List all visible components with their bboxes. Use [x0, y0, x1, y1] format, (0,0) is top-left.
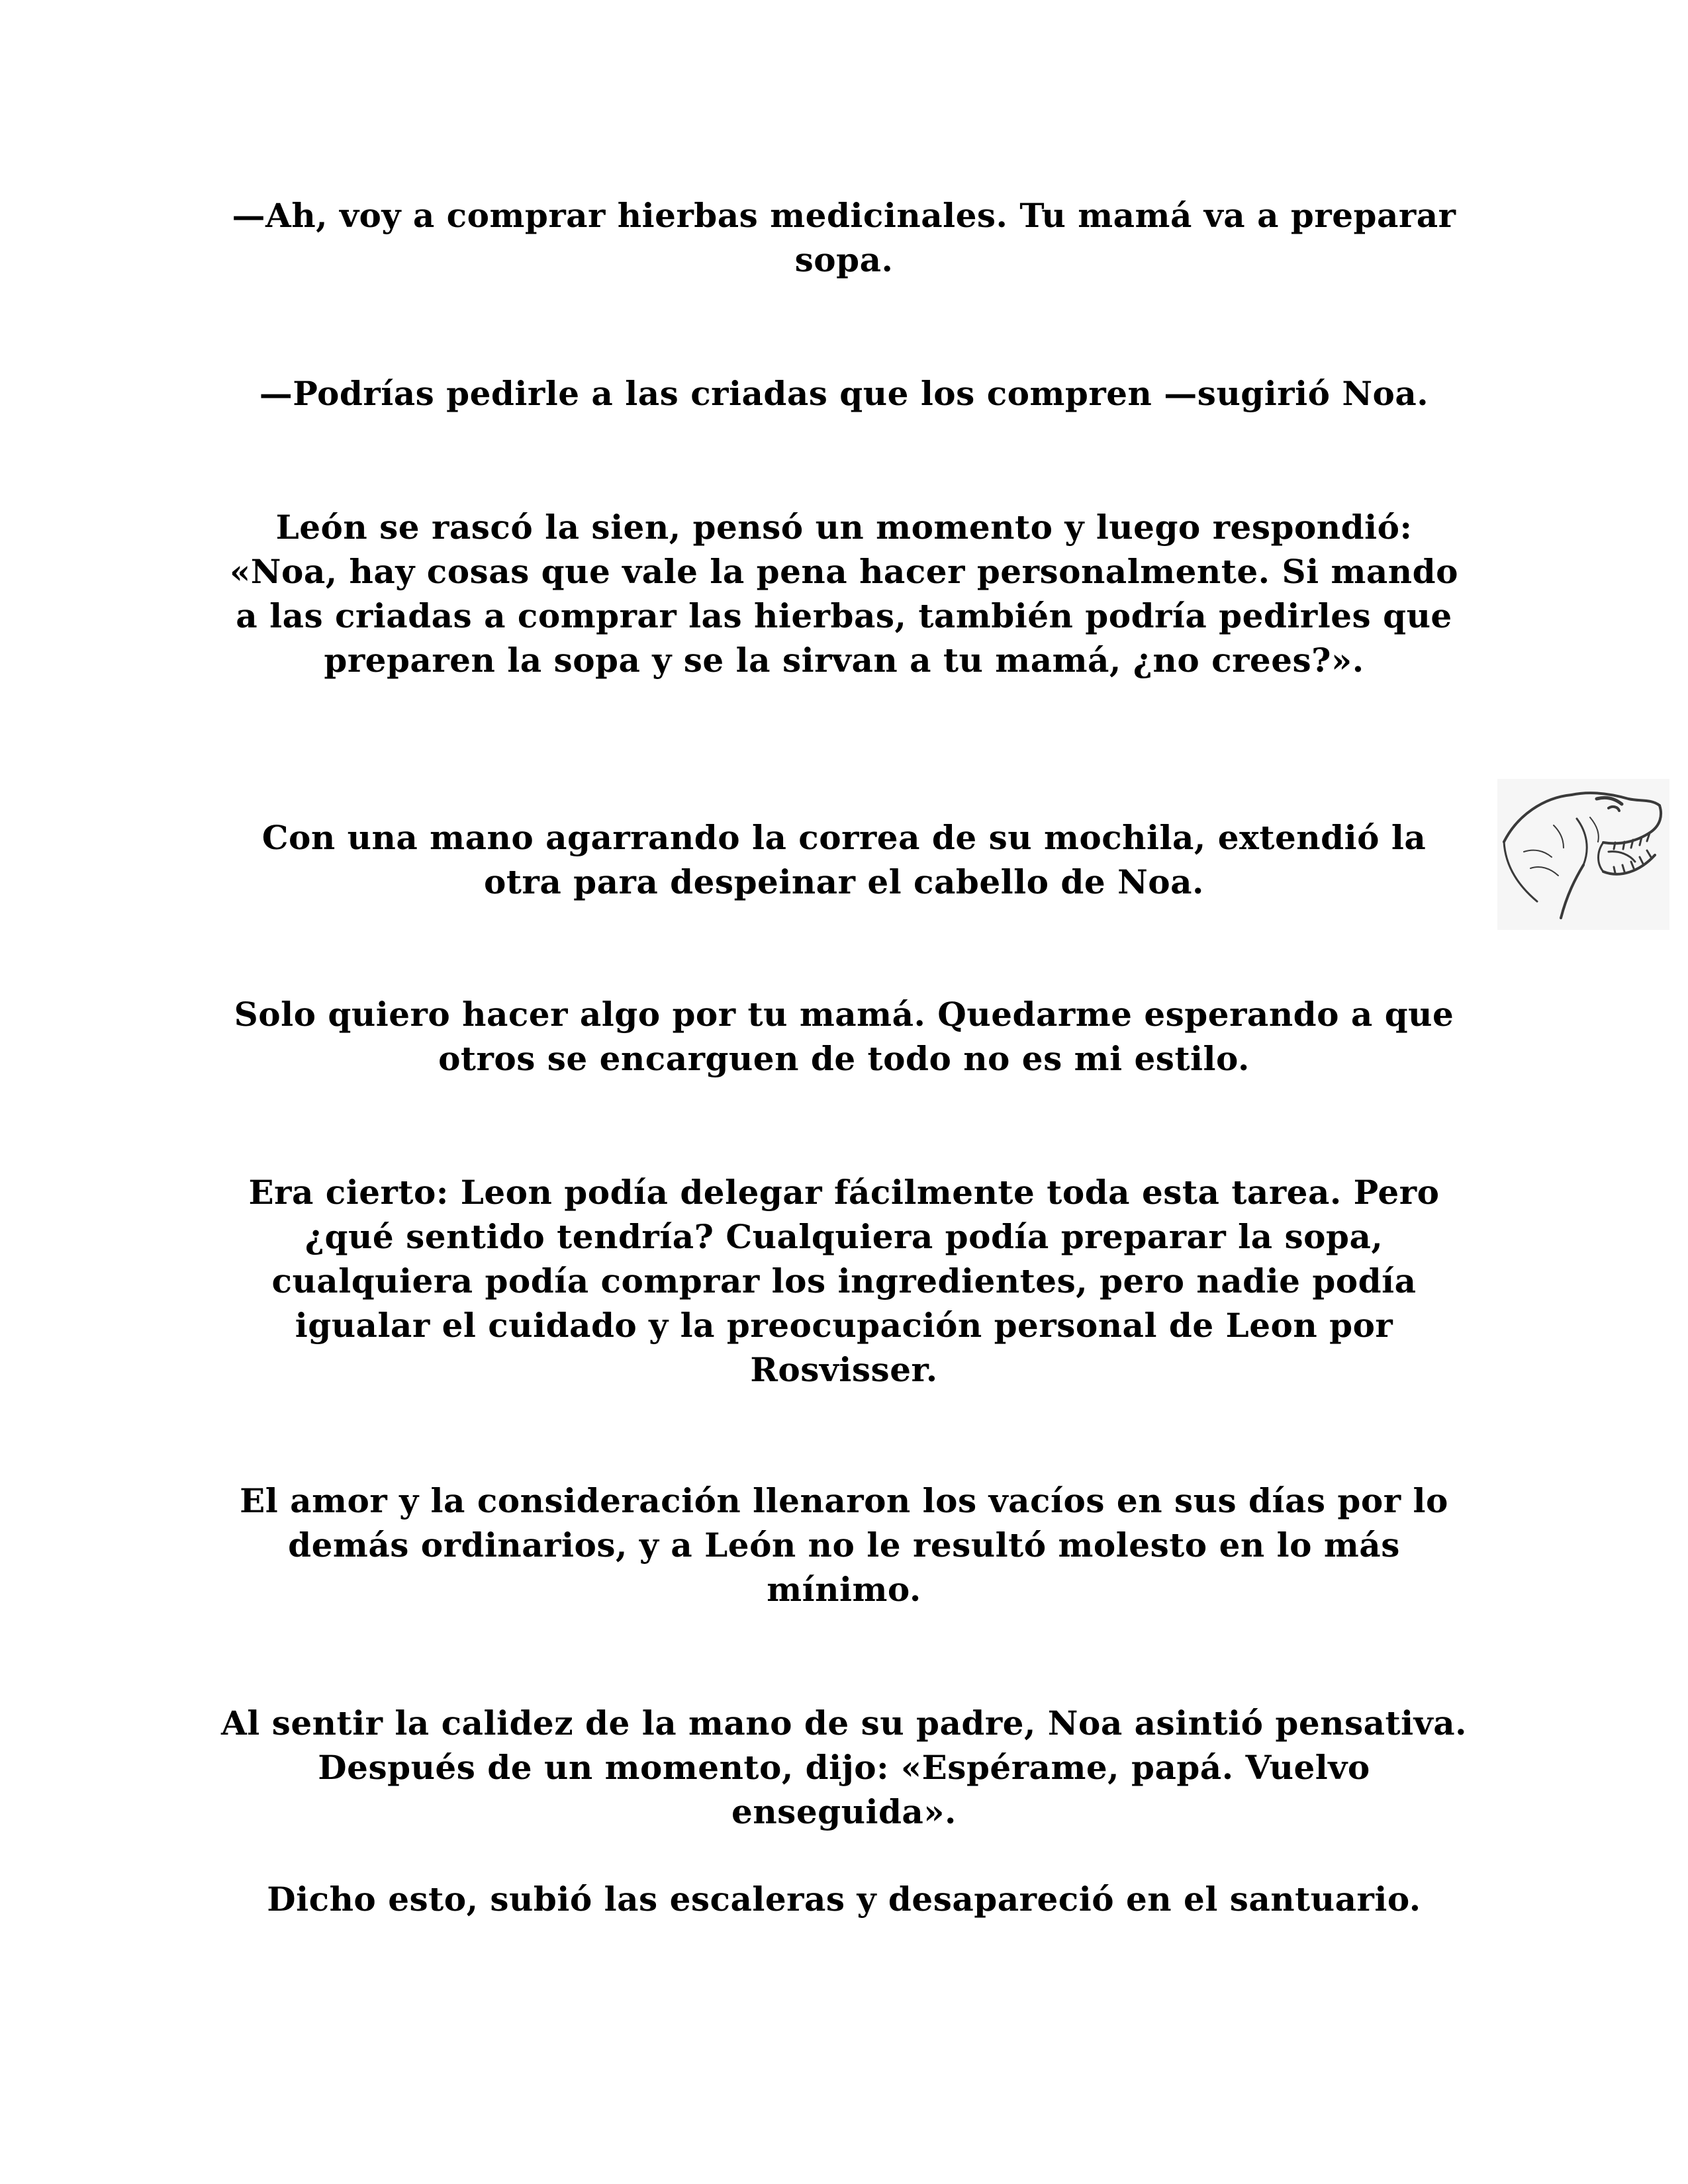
paragraph-9: Dicho esto, subió las escaleras y desapareció en el santuario. [267, 1880, 1421, 1919]
paragraph-7: El amor y la consideración llenaron los vacíos en sus días por lo demás ordinarios, y a León no le resultó molesto en lo más mínimo. [240, 1481, 1448, 1609]
paragraph-8: Al sentir la calidez de la mano de su padre, Noa asintió pensativa. Después de un momento, dijo: «Espérame, papá. Vuelvo enseguida». [220, 1704, 1468, 1831]
paragraph-4: Con una mano agarrando la correa de su mochila, extendió la otra para despeinar el cabello de Noa. [261, 818, 1427, 901]
paragraph-2: —Podrías pedirle a las criadas que los compren —sugirió Noa. [259, 374, 1429, 413]
dinosaur-head-sketch-icon [1497, 779, 1669, 930]
paragraph-3: León se rascó la sien, pensó un momento y luego respondió: «Noa, hay cosas que vale la pena hacer personalmente. Si mando a las criadas a comprar las hierbas, también podría pedirles que preparen la sopa y se la sirvan a tu mamá, ¿no crees?». [230, 508, 1458, 680]
paragraph-5: Solo quiero hacer algo por tu mamá. Quedarme esperando a que otros se encarguen de todo no es mi estilo. [234, 995, 1454, 1078]
paragraph-6: Era cierto: Leon podía delegar fácilmente toda esta tarea. Pero ¿qué sentido tendría? Cualquiera podía preparar la sopa, cualquiera podía comprar los ingredientes, pero nadie podía igualar el cuidado y la preocupación personal de Leon por Rosvisser. [248, 1173, 1440, 1389]
paragraph-1: —Ah, voy a comprar hierbas medicinales. Tu mamá va a preparar sopa. [232, 196, 1456, 279]
